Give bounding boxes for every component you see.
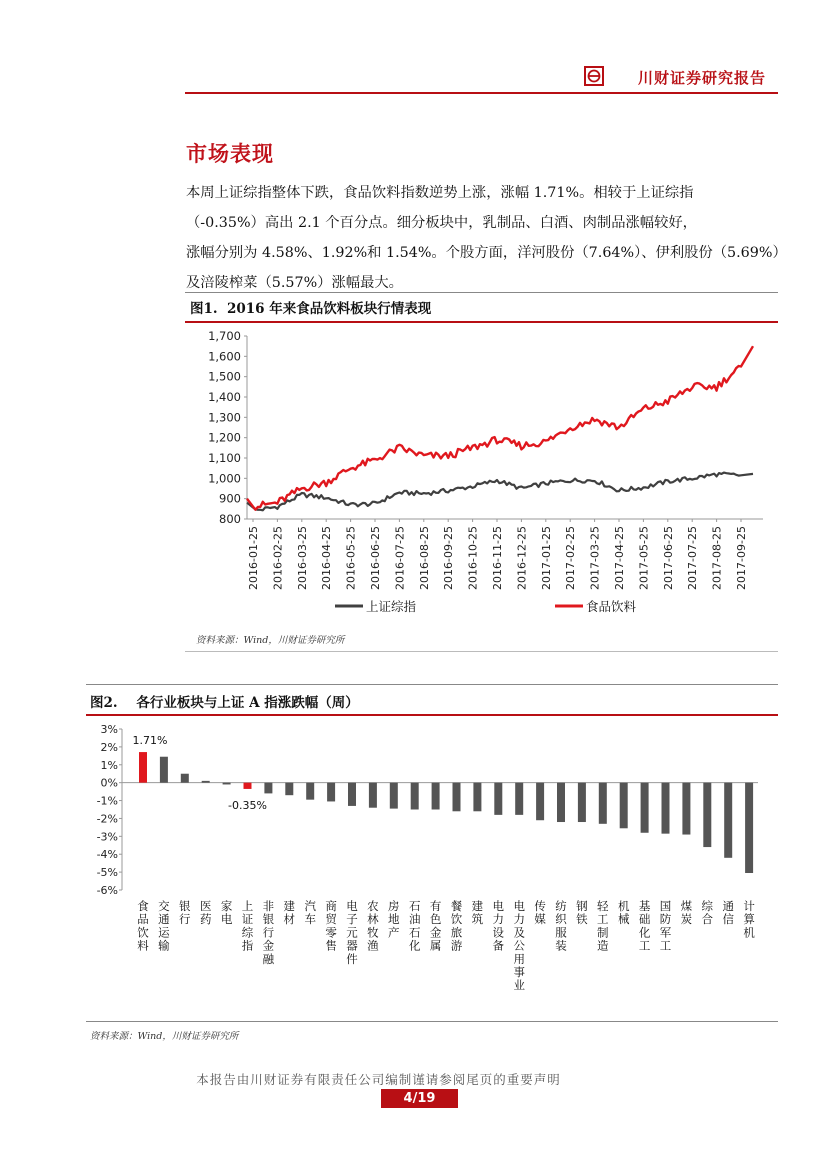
chart1-x-tick-label: 2016-04-25 <box>320 526 334 590</box>
market-summary-paragraph <box>186 178 787 298</box>
chart2-bar <box>599 783 607 824</box>
chart2-category-label: 非银行金融 <box>262 899 275 966</box>
chart2-bar <box>411 783 419 810</box>
chart1-x-tick-label: 2017-09-25 <box>735 526 748 590</box>
footer-disclaimer: 本报告由川财证券有限责任公司编制谨请参阅尾页的重要声明 <box>196 1072 561 1087</box>
chart2-category-label: 有色金属 <box>429 899 442 953</box>
chart2-category-label: 食品饮料 <box>137 899 149 953</box>
chart2-category-label: 商贸零售 <box>325 899 337 953</box>
chart2-y-tick-label: 2% <box>100 740 118 754</box>
figure2-caption <box>90 691 359 711</box>
chart2-bar <box>515 783 523 815</box>
chart1-x-tick-label: 2017-04-25 <box>613 526 626 590</box>
chart1-y-tick-label: 1,600 <box>208 349 241 364</box>
chart2-bar <box>494 783 502 815</box>
chart1-x-tick-label: 2017-02-25 <box>564 526 578 590</box>
chart2-category-label: 电子元器件 <box>346 899 358 966</box>
chart1-x-tick-label: 2016-10-25 <box>466 526 480 590</box>
chart2-bar <box>557 783 565 822</box>
chart2-bar <box>724 783 732 858</box>
chart1-y-tick-label: 1,500 <box>208 369 241 384</box>
chart2-category-label: 计算机 <box>743 899 755 940</box>
chart2-category-label: 纺织服装 <box>555 899 567 953</box>
chart1-y-tick-label: 800 <box>219 512 241 526</box>
chart2-bar <box>662 783 670 834</box>
chart2-bar <box>139 752 147 783</box>
header-divider <box>185 92 778 94</box>
chart2-bar <box>160 757 168 783</box>
chart2-category-label: 钢铁 <box>576 899 588 927</box>
industry-weekly-change-bar-chart <box>86 717 778 1019</box>
figure2-label: 图2. <box>90 695 118 711</box>
chart1-x-tick-label: 2016-01-25 <box>247 526 260 590</box>
chart2-category-label: 银行 <box>179 899 191 927</box>
figure1-top-rule <box>185 292 778 293</box>
chart2-category-label: 餐饮旅游 <box>450 899 463 953</box>
chart2-bar <box>473 783 481 812</box>
figure1-bottom-rule <box>185 651 778 652</box>
chart2-bar <box>703 783 711 847</box>
figure1-label: 图1. <box>190 301 218 317</box>
chart2-category-label: 煤炭 <box>680 899 693 927</box>
figure1-source: 资料来源：Wind，川财证券研究所 <box>196 635 345 646</box>
chart2-category-label: 汽车 <box>304 899 316 927</box>
chart2-category-labels <box>137 899 755 992</box>
chart2-category-label: 石油石化 <box>408 899 421 953</box>
chart2-category-label: 综合 <box>701 899 714 927</box>
figure1-caption <box>190 297 431 317</box>
chart2-bar <box>432 783 440 810</box>
chart2-bar <box>369 783 377 808</box>
chart2-bar <box>536 783 544 821</box>
chart2-bar <box>682 783 690 835</box>
index-performance-line-chart <box>185 324 778 630</box>
chart2-bar <box>264 783 272 794</box>
chart2-data-label: 1.71% <box>132 734 168 748</box>
chart2-category-label: 医药 <box>199 899 212 927</box>
section-title: 市场表现 <box>186 141 274 166</box>
chart2-y-tick-label: 0% <box>100 776 118 790</box>
chart1-x-tick-label: 2016-11-25 <box>491 526 504 590</box>
paragraph-line: 及涪陵榨菜（5.57%）涨幅最大。 <box>186 275 403 291</box>
chart1-series-line <box>247 473 753 511</box>
chart2-bar <box>453 783 461 812</box>
chart2-category-label: 房地产 <box>388 899 400 940</box>
chart2-category-label: 家电 <box>220 899 233 927</box>
chart1-y-tick-label: 1,100 <box>208 451 241 465</box>
header-org-title: 川财证券研究报告 <box>638 69 767 87</box>
chart2-bar <box>641 783 649 833</box>
chart1-x-tick-label: 2016-03-25 <box>295 526 309 590</box>
paragraph-line: （-0.35%）高出 2.1 个百分点。细分板块中，乳制品、白酒、肉制品涨幅较好， <box>186 215 697 231</box>
chart1-x-tick-label: 2017-03-25 <box>588 526 602 590</box>
chart2-bar <box>181 774 189 783</box>
chart1-axes <box>247 336 763 519</box>
paragraph-line: 本周上证综指整体下跌，食品饮料指数逆势上涨，涨幅 1.71%。相较于上证综指 <box>186 185 694 201</box>
chart2-y-ticks <box>97 723 122 897</box>
figure2-title: 各行业板块与上证 A 指涨跌幅（周） <box>136 695 359 711</box>
chart1-y-tick-label: 900 <box>219 491 241 506</box>
chart1-x-tick-label: 2016-07-25 <box>393 526 407 590</box>
chart2-y-tick-label: -6% <box>96 884 118 897</box>
chart1-x-tick-label: 2016-05-25 <box>344 526 358 590</box>
chart2-bar <box>620 783 628 829</box>
chart1-x-tick-label: 2017-01-25 <box>539 526 553 590</box>
chart1-y-tick-label: 1,200 <box>208 430 241 445</box>
chart2-category-label: 电力设备 <box>492 899 505 953</box>
chart2-bar <box>285 783 293 796</box>
chart1-legend-label: 上证综指 <box>366 599 417 614</box>
chart1-y-tick-label: 1,000 <box>208 471 241 486</box>
chart2-category-label: 上证综指 <box>241 899 254 953</box>
chart2-y-tick-label: 3% <box>100 723 118 736</box>
chart2-y-tick-label: -2% <box>96 812 118 826</box>
chart2-category-label: 建筑 <box>471 899 484 927</box>
chart1-x-tick-label: 2016-09-25 <box>442 526 456 590</box>
figure1-accent-rule <box>185 321 778 323</box>
chart1-y-tick-label: 1,700 <box>208 329 241 343</box>
chart1-x-tick-label: 2016-06-25 <box>369 526 382 590</box>
chart1-x-tick-label: 2017-05-25 <box>637 526 651 590</box>
chart2-bar <box>202 781 210 783</box>
chart1-x-tick-label: 2017-07-25 <box>686 526 700 590</box>
chart2-y-tick-label: -5% <box>96 866 118 880</box>
chart2-y-tick-label: -4% <box>96 848 118 862</box>
chart1-series <box>247 346 753 510</box>
chart1-x-tick-label: 2016-12-25 <box>515 526 529 590</box>
page-number: 4/19 <box>381 1089 458 1108</box>
chart2-bar <box>244 783 252 789</box>
chart2-bar <box>223 783 231 785</box>
chart2-category-label: 传媒 <box>534 899 546 927</box>
chart2-category-label: 交通运输 <box>158 899 170 953</box>
figure1-title: 2016 年来食品饮料板块行情表现 <box>227 301 432 317</box>
chart2-bar <box>306 783 314 800</box>
chart1-legend <box>335 599 637 614</box>
chart2-y-tick-label: -3% <box>96 830 118 844</box>
chart1-x-ticks <box>247 519 748 590</box>
chart1-y-tick-label: 1,300 <box>208 410 241 425</box>
chart2-category-label: 通信 <box>722 899 734 927</box>
figure2-top-rule <box>86 684 778 685</box>
chart2-category-label: 国防军工 <box>659 899 672 953</box>
paragraph-line: 涨幅分别为 4.58%、1.92%和 1.54%。个股方面，洋河股份（7.64%）、伊利股份（5.69%） <box>186 245 787 261</box>
chart2-category-label: 机械 <box>617 899 630 927</box>
chart2-category-label: 建材 <box>283 899 296 927</box>
chart2-category-label: 轻工制造 <box>597 899 609 953</box>
chart2-data-label: -0.35% <box>228 798 267 812</box>
figure2-source: 资料来源：Wind，川财证券研究所 <box>90 1031 239 1042</box>
chart2-bar <box>327 783 335 802</box>
chart2-category-label: 基础化工 <box>638 899 651 953</box>
chart1-legend-label: 食品饮料 <box>586 599 637 614</box>
chart1-x-tick-label: 2016-02-25 <box>271 526 285 590</box>
chart1-y-ticks <box>208 329 247 526</box>
chart2-category-label: 电力及公用事业 <box>513 899 525 993</box>
chart1-x-tick-label: 2017-06-25 <box>661 526 675 590</box>
chart2-data-labels <box>133 734 267 812</box>
chart2-category-label: 农林牧渔 <box>367 899 379 953</box>
chart2-bar <box>390 783 398 809</box>
chart2-y-tick-label: 1% <box>100 758 118 772</box>
chart2-bar <box>578 783 586 822</box>
company-logo-icon <box>584 66 604 86</box>
chart2-bars <box>139 752 753 873</box>
chart2-bar <box>348 783 356 806</box>
chart1-series-line <box>247 346 753 510</box>
chart2-bar <box>745 783 753 873</box>
chart1-y-tick-label: 1,400 <box>208 390 241 404</box>
chart2-y-tick-label: -1% <box>96 794 118 808</box>
figure2-bottom-rule <box>86 1021 778 1022</box>
figure2-accent-rule <box>86 714 778 716</box>
chart1-x-tick-label: 2017-08-25 <box>710 526 724 590</box>
chart1-x-tick-label: 2016-08-25 <box>417 526 431 590</box>
